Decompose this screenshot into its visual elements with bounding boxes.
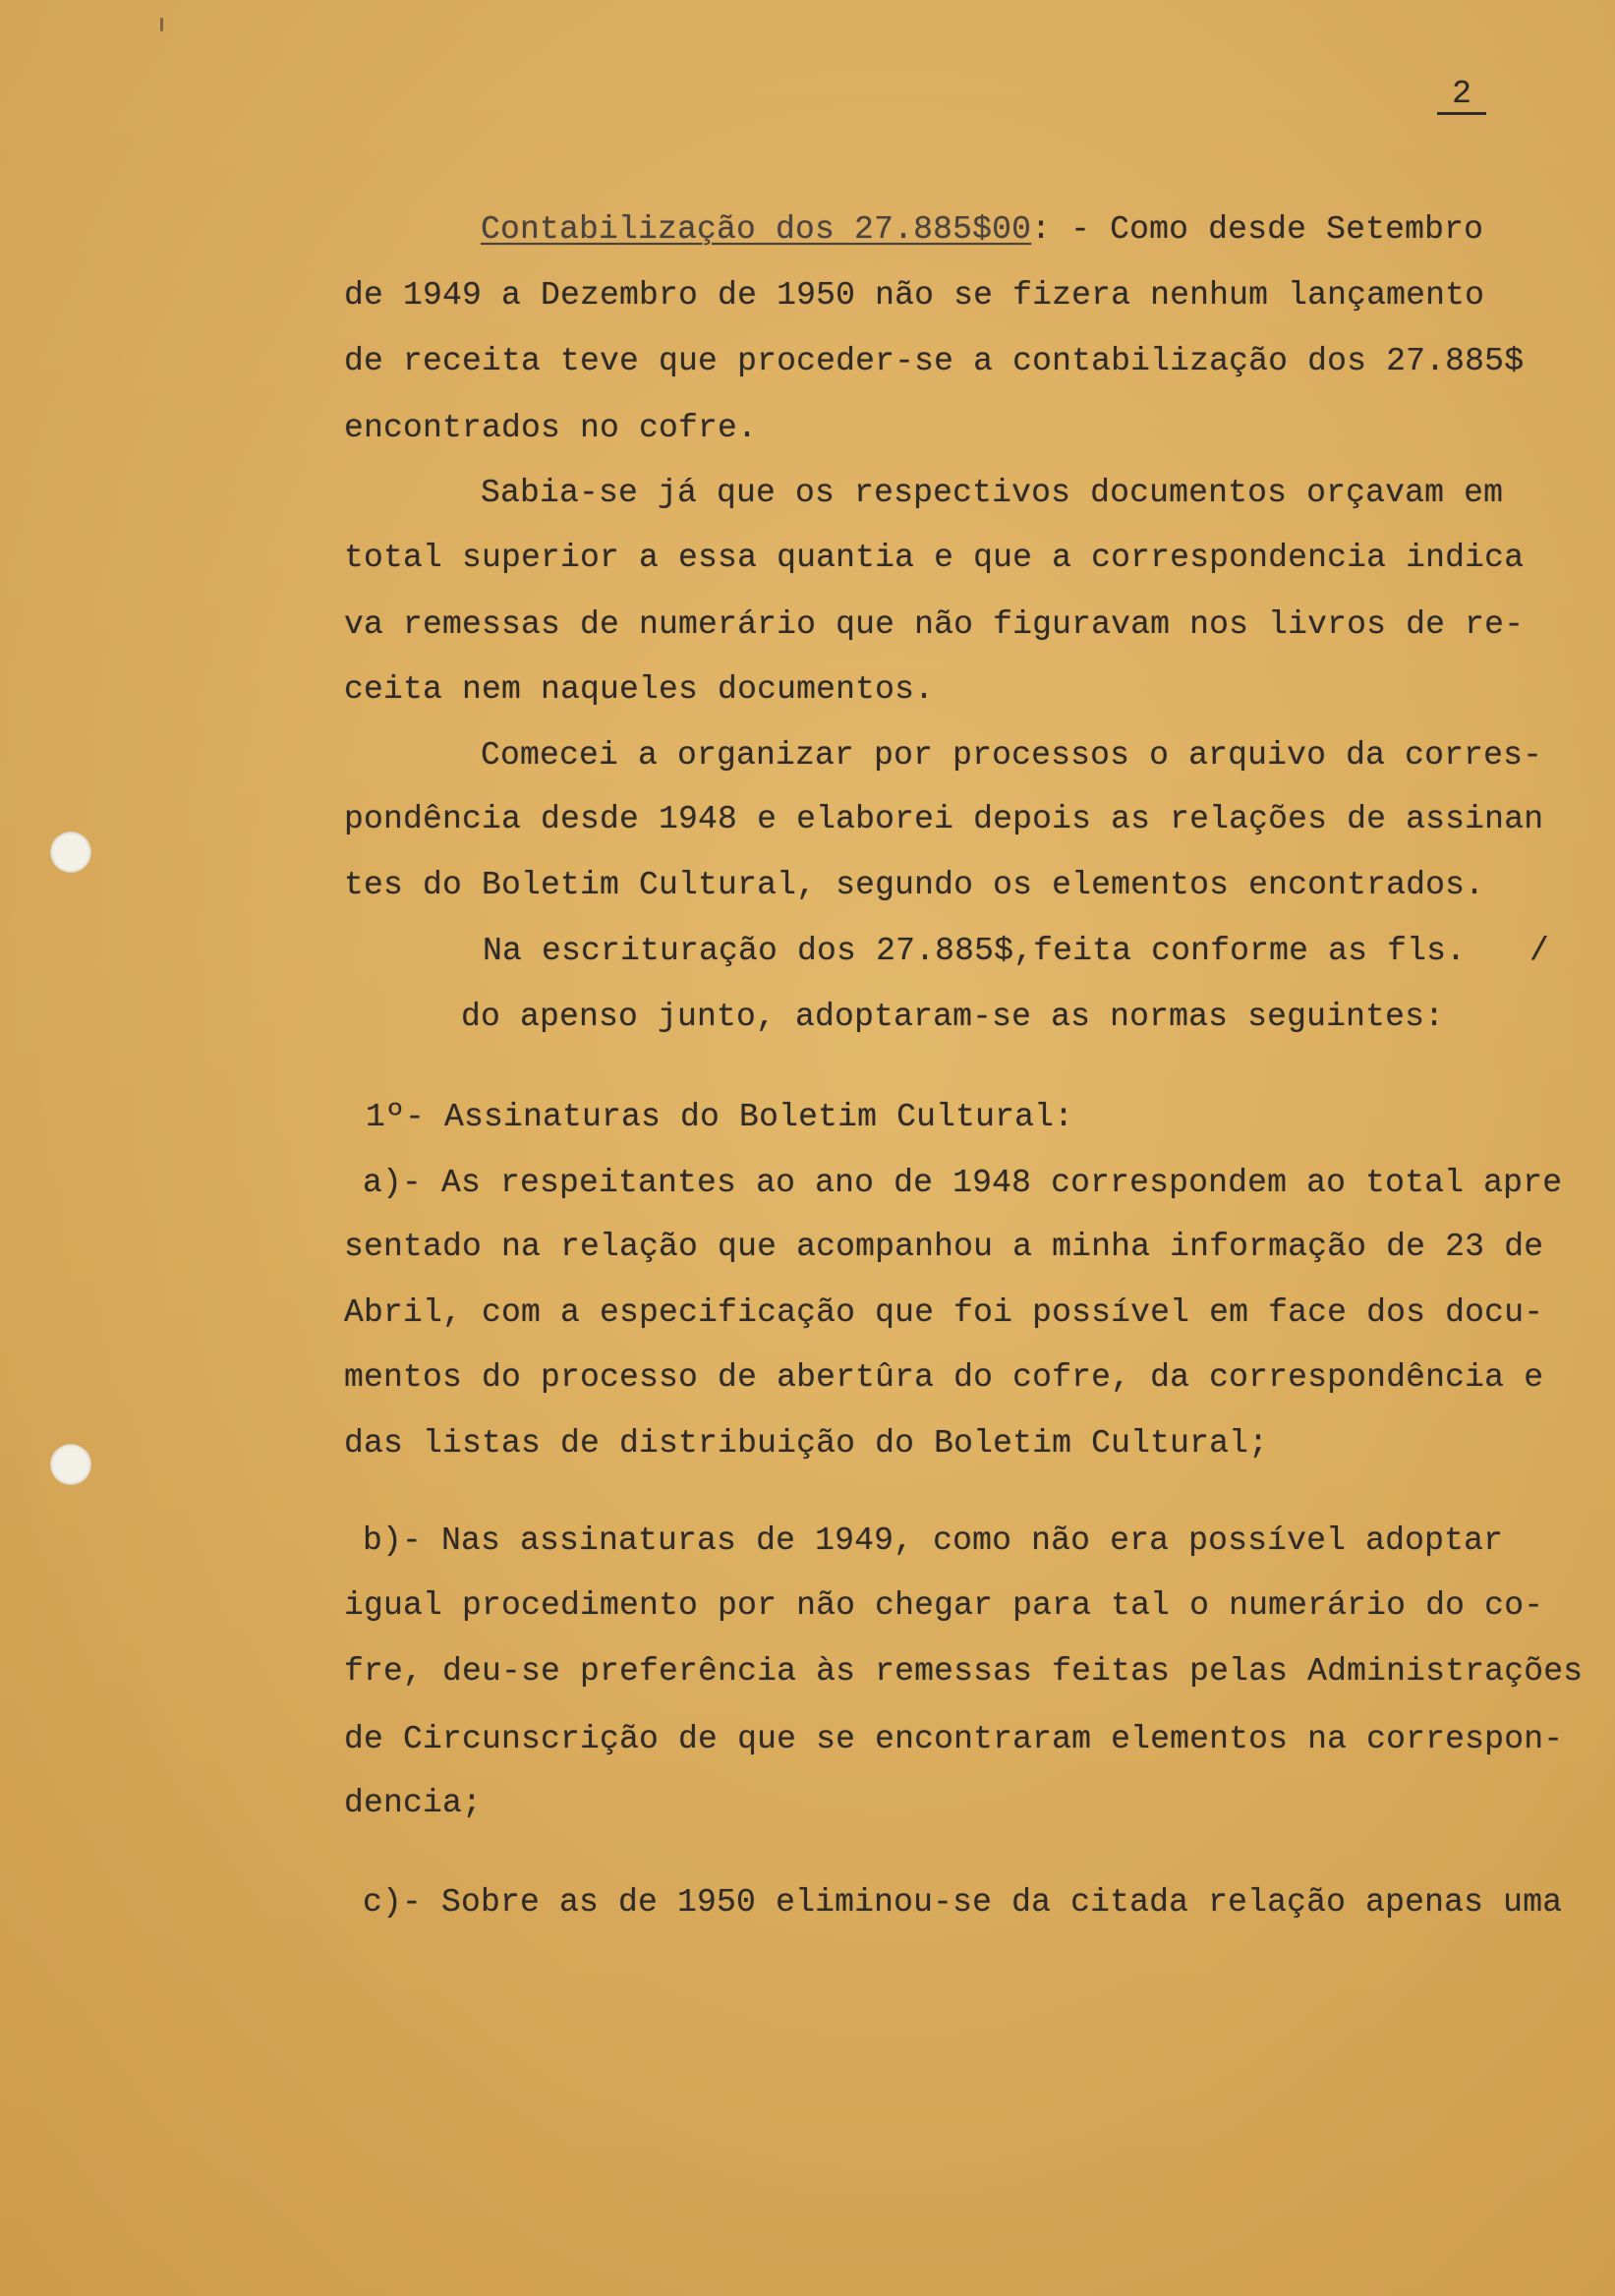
text-line: igual procedimento por não chegar para tal o numerário do co- [344, 1587, 1544, 1624]
text-line: ceita nem naqueles documentos. [344, 671, 935, 708]
page-number: 2 [1437, 77, 1486, 115]
text-line: mentos do processo de abertûra do cofre, da correspondência e [344, 1359, 1544, 1396]
text-line: encontrados no cofre. [344, 410, 758, 446]
subsection-title: 1º- Assinaturas do Boletim Cultural: [366, 1099, 1074, 1135]
text-line: Na escrituração dos 27.885$,feita conforme as fls. [483, 933, 1467, 969]
text-line: va remessas de numerário que não figuravam nos livros de re- [344, 606, 1525, 643]
text-line: dencia; [344, 1785, 483, 1821]
text-line: c)- Sobre as de 1950 eliminou-se da citada relação apenas uma [363, 1884, 1563, 1921]
punch-hole [50, 1444, 91, 1485]
text-line: pondência desde 1948 e elaborei depois as relações de assinan [344, 801, 1544, 837]
text-line: de 1949 a Dezembro de 1950 não se fizera nenhum lançamento [344, 277, 1485, 314]
text-line: tes do Boletim Cultural, segundo os elementos encontrados. [344, 867, 1485, 903]
margin-mark: / [1529, 933, 1550, 969]
text-line: sentado na relação que acompanhou a minha informação de 23 de [344, 1229, 1544, 1265]
punch-hole [50, 832, 91, 873]
text-line: de Circunscrição de que se encontraram elementos na correspon- [344, 1721, 1564, 1757]
text-line: de receita teve que proceder-se a contabilização dos 27.885$ [344, 343, 1525, 379]
paper-speck [160, 18, 163, 31]
heading-line [481, 210, 1483, 250]
text-line: b)- Nas assinaturas de 1949, como não era possível adoptar [363, 1522, 1504, 1559]
heading-continuation: : - Como desde Setembro [1031, 211, 1484, 248]
text-line: Comecei a organizar por processos o arquivo da corres- [481, 737, 1543, 774]
text-line: das listas de distribuição do Boletim Cultural; [344, 1425, 1269, 1462]
text-line: total superior a essa quantia e que a correspondencia indica [344, 540, 1525, 576]
text-line: do apenso junto, adoptaram-se as normas seguintes: [461, 999, 1445, 1035]
text-line: a)- As respeitantes ao ano de 1948 correspondem ao total apre [363, 1165, 1563, 1201]
section-heading: Contabilização dos 27.885$00 [481, 211, 1032, 248]
text-line: Abril, com a especificação que foi possível em face dos docu- [344, 1294, 1544, 1331]
text-line: fre, deu-se preferência às remessas feitas pelas Administrações [344, 1653, 1584, 1690]
text-line: Sabia-se já que os respectivos documentos orçavam em [481, 475, 1504, 511]
